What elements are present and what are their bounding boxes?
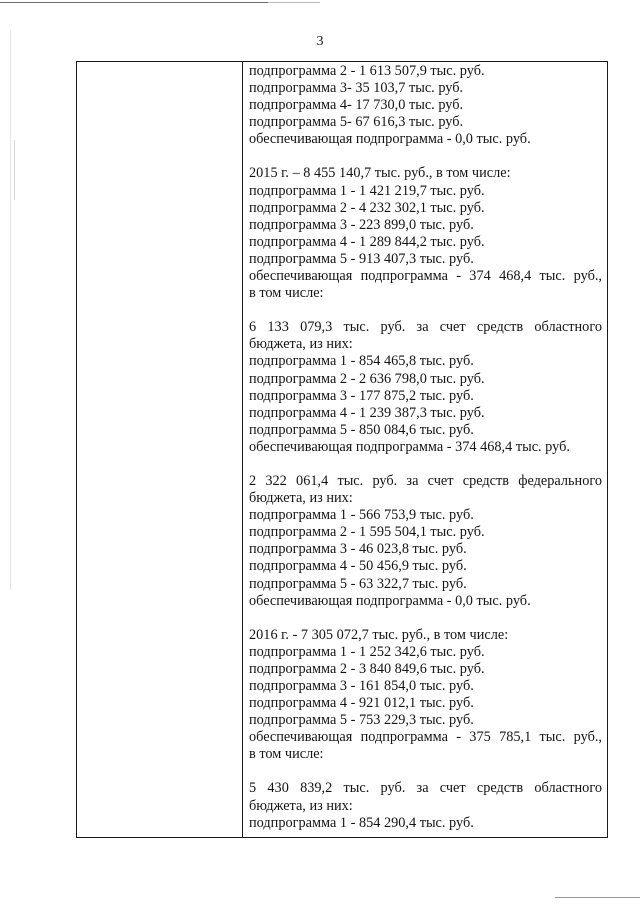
funding-line: подпрограмма 5 - 753 229,3 тыс. руб. (249, 712, 474, 729)
funding-line: в том числе: (249, 746, 324, 763)
funding-line: в том числе: (249, 285, 324, 302)
funding-line: подпрограмма 1 - 1 252 342,6 тыс. руб. (249, 643, 485, 660)
funding-line: подпрограмма 4 - 50 456,9 тыс. руб. (249, 558, 467, 575)
funding-line: подпрограмма 4 - 1 289 844,2 тыс. руб. (249, 233, 485, 250)
funding-line: подпрограмма 3 - 223 899,0 тыс. руб. (249, 216, 474, 233)
funding-line: 6 133 079,3 тыс. руб. за счет средств областного (249, 319, 602, 336)
funding-line: подпрограмма 2 - 2 636 798,0 тыс. руб. (249, 370, 485, 387)
funding-line: подпрограмма 1 - 854 465,8 тыс. руб. (249, 353, 474, 370)
funding-line: подпрограмма 5- 67 616,3 тыс. руб. (249, 114, 464, 131)
funding-line: 2016 г. - 7 305 072,7 тыс. руб., в том числе: (249, 626, 509, 643)
funding-line: обеспечивающая подпрограмма - 375 785,1 тыс. руб., (249, 729, 602, 746)
funding-line: подпрограмма 5 - 63 322,7 тыс. руб. (249, 575, 467, 592)
column-divider (242, 62, 243, 837)
page-number: 3 (316, 34, 324, 49)
funding-line: подпрограмма 1 - 854 290,4 тыс. руб. (249, 814, 474, 831)
funding-line: обеспечивающая подпрограмма - 0,0 тыс. руб. (249, 592, 531, 609)
funding-line: бюджета, из них: (249, 336, 353, 353)
funding-line: 2 322 061,4 тыс. руб. за счет средств федерального (249, 472, 602, 489)
funding-line: 2015 г. – 8 455 140,7 тыс. руб., в том числе: (249, 165, 511, 182)
funding-line: подпрограмма 3 - 46 023,8 тыс. руб. (249, 541, 467, 558)
funding-line: обеспечивающая подпрограмма - 374 468,4 тыс. руб. (249, 438, 570, 455)
funding-line: подпрограмма 2 - 3 840 849,6 тыс. руб. (249, 660, 485, 677)
funding-description-cell (249, 63, 602, 832)
scan-edge-line (10, 30, 11, 590)
funding-line: подпрограмма 1 - 566 753,9 тыс. руб. (249, 507, 474, 524)
funding-line: 5 430 839,2 тыс. руб. за счет средств областного (249, 780, 602, 797)
funding-line: подпрограмма 5 - 913 407,3 тыс. руб. (249, 250, 474, 267)
funding-line: обеспечивающая подпрограмма - 0,0 тыс. руб. (249, 131, 531, 148)
scan-edge-line (268, 2, 320, 3)
funding-line: подпрограмма 4 - 921 012,1 тыс. руб. (249, 695, 474, 712)
funding-line: подпрограмма 2 - 1 613 507,9 тыс. руб. (249, 63, 485, 79)
paragraph-spacer (249, 302, 602, 319)
paragraph-spacer (249, 456, 602, 473)
funding-line: подпрограмма 5 - 850 084,6 тыс. руб. (249, 421, 474, 438)
funding-line: подпрограмма 2 - 4 232 302,1 тыс. руб. (249, 199, 485, 216)
budget-table (76, 61, 608, 838)
funding-line: подпрограмма 3- 35 103,7 тыс. руб. (249, 80, 464, 97)
funding-line: подпрограмма 3 - 161 854,0 тыс. руб. (249, 678, 474, 694)
paragraph-spacer (249, 763, 602, 780)
scan-edge-line (555, 897, 640, 898)
funding-line: подпрограмма 1 - 1 421 219,7 тыс. руб. (249, 182, 485, 199)
funding-line: бюджета, из них: (249, 797, 353, 814)
paragraph-spacer (249, 148, 602, 165)
funding-line: подпрограмма 4- 17 730,0 тыс. руб. (249, 97, 464, 114)
scan-edge-line (14, 140, 15, 200)
funding-line: подпрограмма 3 - 177 875,2 тыс. руб. (249, 387, 474, 404)
funding-line: подпрограмма 2 - 1 595 504,1 тыс. руб. (249, 524, 485, 541)
funding-line: бюджета, из них: (249, 490, 353, 507)
paragraph-spacer (249, 610, 602, 627)
funding-line: обеспечивающая подпрограмма - 374 468,4 тыс. руб., (249, 268, 602, 285)
scan-edge-line (0, 2, 268, 3)
funding-line: подпрограмма 4 - 1 239 387,3 тыс. руб. (249, 404, 485, 421)
